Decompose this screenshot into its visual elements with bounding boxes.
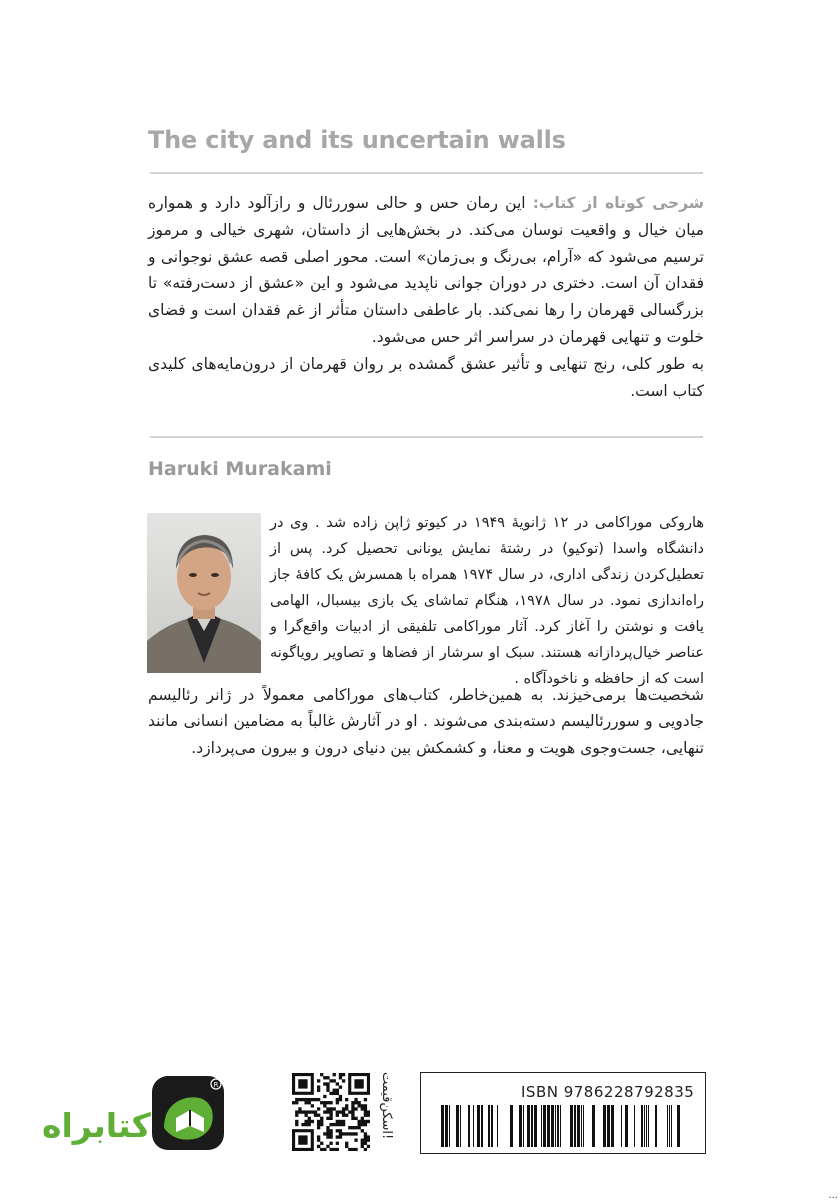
top-divider (150, 172, 703, 174)
middle-divider (150, 436, 703, 438)
author-photo (147, 513, 261, 673)
publisher-name: کتابراه (42, 1106, 151, 1145)
english-title: The city and its uncertain walls (148, 126, 566, 154)
ketabrah-logo-icon (150, 1074, 226, 1152)
summary-paragraph-2: به طور کلی، رنج تنهایی و تأثیر عشق گمشده بر روان قهرمان از درون‌مایه‌های کلیدی کتاب است. (148, 354, 704, 400)
price-qr-code[interactable] (292, 1073, 370, 1151)
author-bio-part-2: شخصیت‌ها برمی‌خیزند. به همین‌خاطر، کتاب‌های موراکامی معمولاً در ژانر رئالیسم جادویی و سوررئالیسم دسته‌بندی می‌شوند . او در آثارش غالباً به مضامین انسانی مانند تنهایی، جست‌وجوی هویت و معنا، و کشمکش بین دنیای درون و بیرون می‌پردازد. (148, 686, 704, 757)
author-bio-beside-photo (270, 510, 704, 692)
qr-scan-label: اسکن‌قیمت! (379, 1072, 394, 1140)
author-bio-full-width (148, 682, 704, 761)
svg-text:R: R (213, 1081, 219, 1089)
summary-paragraph-1: این رمان حس و حالی سوررئال و رازآلود دارد و همواره میان خیال و واقعیت نوسان می‌کند. در بخش‌هایی از داستان، شهری خیالی و مرموز ترسیم می‌شود که «آرام، بی‌رنگ و بی‌زمان» است. محور اصلی قصه عشق نوجوانی و فقدان آن است. دختری در دوران جوانی ناپدید می‌شود و این «عشق از دست‌رفته» تا بزرگسالی قهرمان را رها نمی‌کند. بار عاطفی داستان متأثر از غم فقدان است و فضای خلوت و تنهایی قهرمان در سراسر اثر حس می‌شود. (148, 194, 704, 346)
isbn-barcode-box (420, 1072, 706, 1154)
author-portrait-image (147, 513, 261, 673)
barcode-image (437, 1103, 697, 1149)
author-name: Haruki Murakami (148, 458, 332, 480)
book-summary (148, 190, 704, 404)
summary-lead: شرحی کوتاه از کتاب: (532, 194, 704, 212)
corner-mark: ... (828, 1190, 838, 1200)
author-bio-part-1: هاروکی موراکامی در ۱۲ ژانویهٔ ۱۹۴۹ در کیوتو ژاپن زاده شد . وی در دانشگاه واسدا (توکیو) در رشتهٔ نمایش یونانی تحصیل کرد. پس از تعطیل‌کردن زندگی اداری، در سال ۱۹۷۴ همراه با همسرش یک کافهٔ جاز راه‌اندازی نمود. در سال ۱۹۷۸، هنگام تماشای یک بازی بیسبال، الهامی یافت و نوشتن را آغاز کرد. آثار موراکامی تلفیقی از ادبیات واقع‌گرا و عناصر خیال‌پردازانه هستند. سبک او سرشار از فضاها و تصاویر رویاگونه است که از حافظه و ناخودآگاه . (270, 515, 705, 687)
isbn-number: ISBN 9786228792835 (521, 1083, 695, 1101)
